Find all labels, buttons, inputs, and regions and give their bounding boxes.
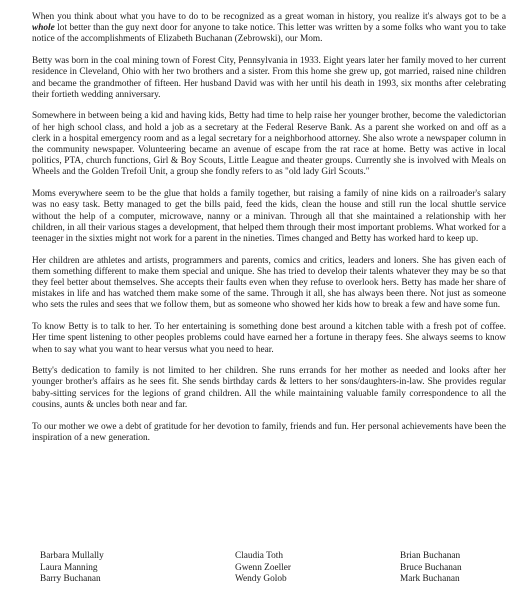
signature-name: Wendy Golob	[235, 574, 287, 585]
paragraph-7: Betty's dedication to family is not limited to her children. She runs errands for her mother as needed and looks after her younger brother's affairs as he sees fit. She sends birthday cards & letters to her sons/daughters-in-law. She provides regular baby-sitting services for the legions of grand children. All the while maintaining valuable family correspondence to all the cousins, aunts & uncles both near and far.	[32, 366, 506, 410]
signature-name: Gwenn Zoeller	[235, 562, 292, 573]
signature-name: Brian Buchanan	[400, 551, 461, 561]
signature-name: Mark Buchanan	[400, 574, 460, 585]
signature-name: Barry Buchanan	[40, 574, 101, 585]
paragraph-5: Her children are athletes and artists, programmers and parents, comics and critics, leaders and loners. She has given each of them something different to make them special and unique. She has tried to develop their talents whatever they may be so that they feel better about themselves. She accepts their faults even when they refuse to overlook hers. Betty has made her share of mistakes in life and has watched them make some of the same. Through it all, she has always been there. Not just as someone who sets the rules and sees that we follow them, but as someone who showed her kids how to break a few and have some fun.	[32, 255, 506, 311]
paragraph-6: To know Betty is to talk to her. To her entertaining is something done best around a kitchen table with a fresh pot of coffee. Her time spent listening to other peoples problems could have earned her a fortune in therapy fees. She always seems to know when to say what you want to hear versus what you need to hear.	[32, 322, 506, 355]
paragraph-1-text-b: lot better than the guy next door for anyone to take notice. This letter was written by a some folks who want you to take notice of the accomplishments of Elizabeth Buchanan (Zebrowski), our Mom.	[32, 23, 506, 45]
signature-column-2	[235, 551, 385, 586]
paragraph-8: To our mother we owe a debt of gratitude for her devotion to family, friends and fun. Her personal achievements have been the inspiration of a new generation.	[32, 421, 506, 443]
signature-name: Barbara Mullally	[40, 551, 104, 561]
emphasis-word: whole	[32, 23, 55, 34]
paragraph-2: Betty was born in the coal mining town of Forest City, Pennsylvania in 1933. Eight years later her family moved to her current residence in Cleveland, Ohio with her two brothers and a sister. From this home she grew up, got married, raised nine children and became the grandmother of fifteen. Her husband David was with her until his death in 1993, six months after celebrating their fortieth wedding anniversary.	[32, 56, 506, 100]
paragraph-1-text-a: When you think about what you have to do to be recognized as a great woman in history, you realize it's always got to be a	[32, 12, 506, 22]
signature-block	[40, 551, 510, 586]
signature-name: Bruce Buchanan	[400, 562, 462, 573]
paragraph-3: Somewhere in between being a kid and having kids, Betty had time to help raise her younger brother, become the valedictorian of her high school class, and hold a job as a secretary at the Federal Reserve Bank. As a parent she worked on and off as a clerk in a hospital emergency room and as a legal secretary for a neighborhood attorney. She also wrote a newspaper column in the community newspaper. Volunteering became an avenue of escape from the rat race at home. Betty was active in local politics, PTA, church functions, Girl & Boy Scouts, Little League and theater groups. Currently she is involved with Meals on Wheels and the Golden Trefoil Unit, a group she fondly refers to as "old lady Girl Scouts."	[32, 111, 506, 178]
paragraph-4: Moms everywhere seem to be the glue that holds a family together, but raising a family of nine kids on a railroader's salary was no easy task. Betty managed to get the bills paid, feed the kids, clean the house and still run the local shuttle service without the help of a computer, microwave, nanny or a minivan. Through all that she maintained a relationship with her children, in all their various stages a development, that helped them through their most important problems. What worked for a teenager in the sixties might not work for a parent in the nineties. Times changed and Betty has worked hard to keep up.	[32, 189, 506, 244]
signature-column-1	[40, 551, 190, 586]
signature-column-3	[400, 551, 510, 586]
signature-name: Claudia Toth	[235, 551, 283, 561]
signature-name: Laura Manning	[40, 562, 98, 573]
paragraph-1	[32, 12, 506, 46]
